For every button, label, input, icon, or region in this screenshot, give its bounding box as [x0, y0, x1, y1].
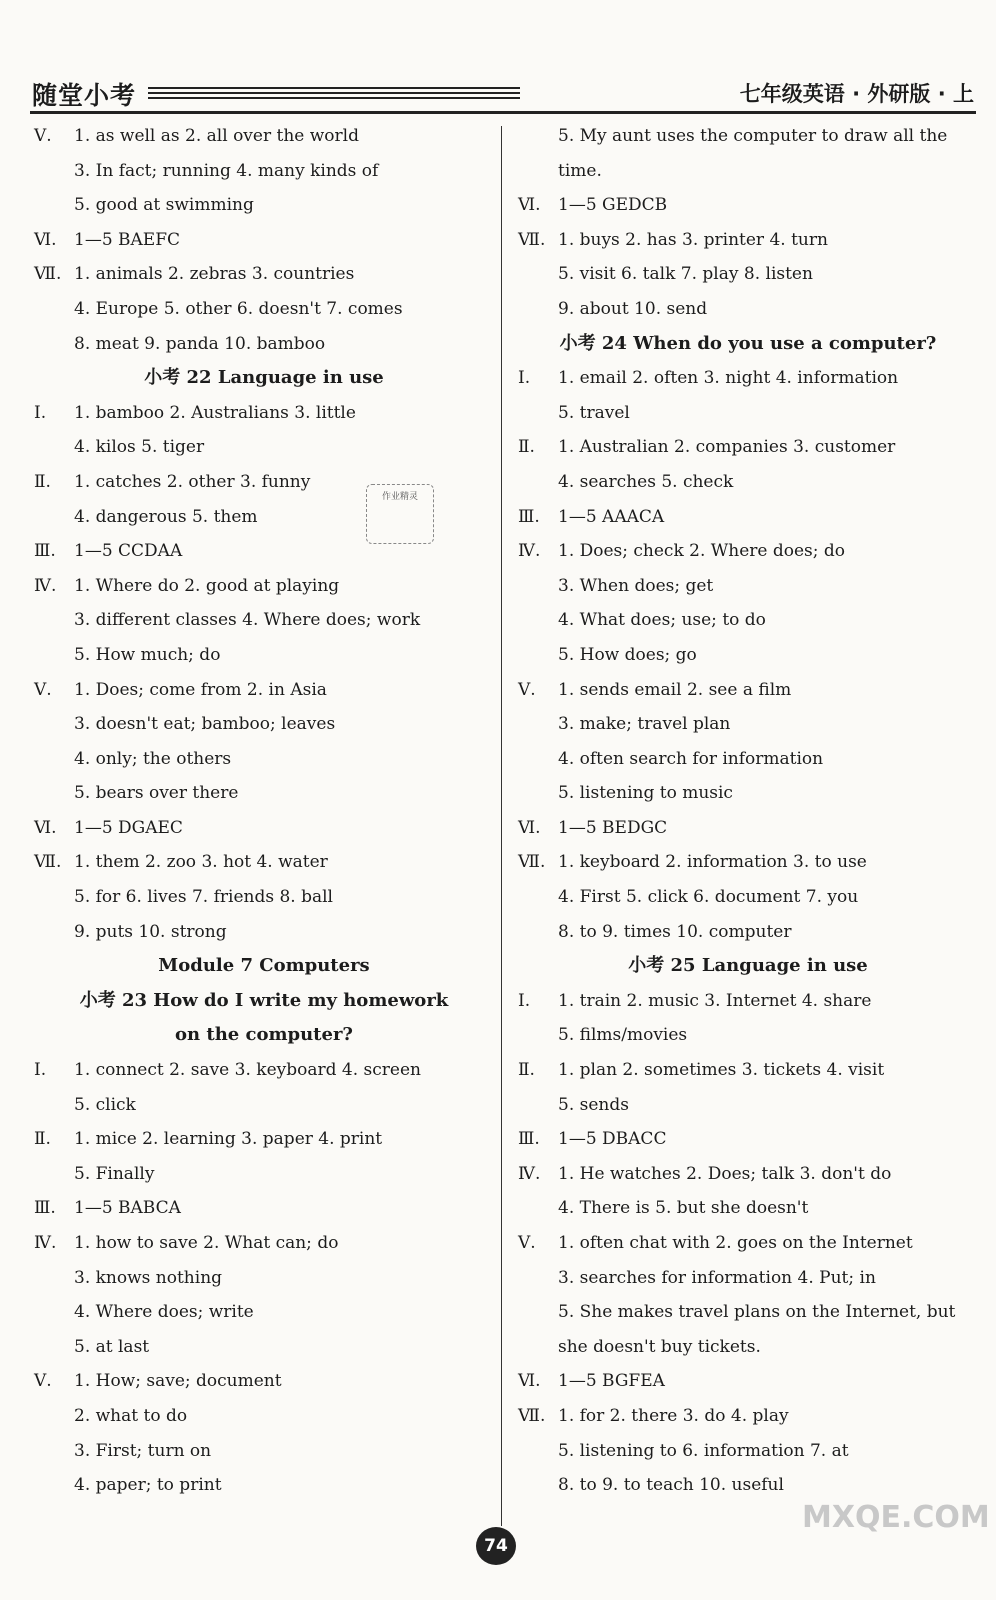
answer-line — [34, 1122, 494, 1157]
answer-line — [518, 1122, 978, 1157]
section-number: Ⅴ. — [518, 1233, 536, 1253]
answer-text: 4. dangerous 5. them — [74, 506, 258, 527]
answer-line — [518, 742, 978, 777]
answer-text: 3. make; travel plan — [558, 714, 731, 735]
answer-text: 5. at last — [74, 1336, 150, 1357]
section-number: Ⅱ. — [34, 1129, 51, 1150]
answer-text: 2. what to do — [74, 1405, 188, 1426]
answer-line — [518, 257, 978, 292]
answer-text: 1. for 2. there 3. do 4. play — [558, 1405, 789, 1426]
stamp-logo — [366, 484, 434, 544]
answer-line — [34, 569, 494, 604]
answer-line — [34, 742, 494, 777]
answer-line — [518, 569, 978, 604]
answer-text: 1. animals 2. zebras 3. countries — [74, 264, 355, 285]
answer-line — [34, 1191, 494, 1226]
answer-text: she doesn't buy tickets. — [558, 1336, 761, 1357]
answer-line — [34, 1434, 494, 1469]
section-heading: 小考 23 How do I write my homework — [79, 989, 449, 1011]
answer-text: 5. sends — [558, 1094, 629, 1115]
answer-line — [34, 1088, 494, 1123]
section-number: Ⅲ. — [518, 506, 540, 527]
section-number: Ⅱ. — [518, 437, 535, 458]
answer-text: 5. How much; do — [74, 644, 221, 665]
answer-line — [518, 292, 978, 327]
book-grade-title: 七年级英语 · 外研版 · 上 — [739, 82, 974, 106]
answer-line — [34, 811, 494, 846]
answer-text: 3. In fact; running 4. many kinds of — [74, 160, 379, 181]
answer-text: 3. knows nothing — [74, 1267, 223, 1288]
answer-line — [518, 119, 978, 154]
section-number: Ⅶ. — [518, 229, 546, 250]
answer-text: 4. First 5. click 6. document 7. you — [558, 887, 859, 908]
answer-text: 1. Does; check 2. Where does; do — [558, 541, 846, 562]
answer-line — [518, 500, 978, 535]
answer-text: 5. travel — [558, 402, 630, 423]
answer-line — [518, 603, 978, 638]
answer-text: 1. how to save 2. What can; do — [74, 1233, 339, 1253]
answer-line — [518, 915, 978, 950]
answer-text: 1. He watches 2. Does; talk 3. don't do — [558, 1163, 892, 1184]
answer-text: 1. train 2. music 3. Internet 4. share — [558, 990, 872, 1011]
answer-line — [34, 396, 494, 431]
section-heading: 小考 25 Language in use — [628, 955, 868, 977]
answer-text: 4. often search for information — [558, 748, 824, 769]
section-number: Ⅴ. — [34, 1371, 52, 1392]
answer-text: 3. When does; get — [558, 575, 714, 596]
answer-line — [34, 915, 494, 950]
header-rule — [30, 111, 976, 114]
answer-text: time. — [558, 160, 602, 181]
answer-line — [34, 327, 494, 362]
answer-line — [34, 880, 494, 915]
answer-text: 4. There is 5. but she doesn't — [558, 1198, 809, 1219]
stamp-text: 作业精灵 — [381, 492, 418, 502]
answer-text: 8. to 9. times 10. computer — [558, 921, 792, 942]
answer-text: 1. bamboo 2. Australians 3. little — [74, 402, 356, 423]
answer-text: 4. Europe 5. other 6. doesn't 7. comes — [74, 298, 403, 319]
column-divider — [501, 126, 502, 1526]
answer-text: 1—5 BABCA — [74, 1198, 181, 1219]
answer-text: 4. kilos 5. tiger — [74, 437, 205, 458]
answer-line — [34, 1468, 494, 1503]
answer-text: 9. about 10. send — [558, 298, 708, 319]
answer-text: 1—5 DBACC — [558, 1129, 667, 1150]
answer-text: 4. What does; use; to do — [558, 610, 766, 631]
answer-line — [518, 811, 978, 846]
section-number: Ⅳ. — [518, 541, 541, 562]
section-heading: 小考 22 Language in use — [144, 367, 384, 389]
answer-line — [518, 154, 978, 189]
answer-line — [34, 1399, 494, 1434]
answer-text: 5. bears over there — [74, 783, 239, 804]
answer-line — [518, 1399, 978, 1434]
answer-line — [34, 707, 494, 742]
section-number: Ⅶ. — [518, 1405, 546, 1426]
answer-text: 9. puts 10. strong — [74, 921, 227, 942]
section-number: Ⅵ. — [518, 1371, 541, 1392]
answer-text: 1. often chat with 2. goes on the Internet — [558, 1233, 913, 1253]
answer-text: 8. meat 9. panda 10. bamboo — [74, 333, 326, 354]
answer-text: 3. First; turn on — [74, 1440, 212, 1461]
answer-text: 5. listening to music — [558, 783, 733, 804]
section-heading: 小考 24 When do you use a computer? — [559, 332, 937, 354]
answer-text: 1. email 2. often 3. night 4. information — [558, 368, 899, 389]
answer-text: 1. How; save; document — [74, 1371, 282, 1392]
answer-line — [34, 154, 494, 189]
answer-line — [518, 396, 978, 431]
answer-line — [518, 638, 978, 673]
answer-text: 5. visit 6. talk 7. play 8. listen — [558, 264, 813, 285]
section-number: Ⅴ. — [34, 126, 52, 146]
answer-line — [518, 1088, 978, 1123]
section-number: Ⅲ. — [518, 1129, 540, 1150]
left-answer-column — [34, 119, 494, 1503]
section-number: Ⅶ. — [34, 264, 62, 285]
answer-text: 5. listening to 6. information 7. at — [558, 1440, 849, 1461]
answer-text: 1. catches 2. other 3. funny — [74, 471, 311, 492]
answer-line — [518, 776, 978, 811]
answer-text: 1. sends email 2. see a film — [558, 679, 792, 700]
answer-text: 5. My aunt uses the computer to draw all the — [558, 126, 948, 146]
section-number: Ⅳ. — [34, 1233, 57, 1253]
brand-decoration-lines — [148, 87, 520, 102]
answer-line — [34, 1364, 494, 1399]
answer-text: 3. different classes 4. Where does; work — [74, 610, 421, 631]
section-number: Ⅴ. — [34, 679, 52, 700]
section-number: Ⅶ. — [518, 852, 546, 873]
answer-line — [518, 1295, 978, 1330]
answer-line — [518, 361, 978, 396]
answer-text: 4. searches 5. check — [558, 471, 734, 492]
answer-line — [518, 673, 978, 708]
answer-text: 1. buys 2. has 3. printer 4. turn — [558, 229, 828, 250]
answer-line — [518, 534, 978, 569]
answer-text: 1. as well as 2. all over the world — [74, 126, 359, 146]
section-number: Ⅲ. — [34, 541, 56, 562]
answer-line — [34, 673, 494, 708]
answer-text: 5. Finally — [74, 1163, 155, 1184]
answer-text: 3. doesn't eat; bamboo; leaves — [74, 714, 336, 735]
answer-text: 1. connect 2. save 3. keyboard 4. screen — [74, 1060, 421, 1081]
answer-text: 1—5 BAEFC — [74, 229, 181, 250]
section-number: Ⅴ. — [518, 679, 536, 700]
section-number: Ⅰ. — [34, 1060, 47, 1081]
watermark-logo: MXQE.COM — [802, 1500, 990, 1535]
section-number: Ⅵ. — [518, 195, 541, 216]
answer-line — [518, 1018, 978, 1053]
section-number: Ⅳ. — [34, 575, 57, 596]
answer-line — [34, 603, 494, 638]
answer-line — [34, 430, 494, 465]
answer-line — [518, 707, 978, 742]
section-number: Ⅰ. — [518, 368, 531, 389]
answer-text: 4. paper; to print — [74, 1475, 222, 1496]
answer-text: 5. She makes travel plans on the Internet, but — [558, 1302, 956, 1323]
page-footer — [470, 1527, 524, 1569]
book-brand: 随堂小考 — [32, 81, 137, 110]
answer-line — [34, 1330, 494, 1365]
section-number: Ⅵ. — [518, 817, 541, 838]
answer-text: 4. only; the others — [74, 748, 232, 769]
answer-line — [518, 1157, 978, 1192]
answer-text: 1—5 BGFEA — [558, 1371, 665, 1392]
answer-text: 5. films/movies — [558, 1025, 688, 1046]
section-number: Ⅰ. — [518, 990, 531, 1011]
section-number: Ⅳ. — [518, 1163, 541, 1184]
section-number: Ⅲ. — [34, 1198, 56, 1219]
answer-text: 1. Australian 2. companies 3. customer — [558, 437, 896, 458]
answer-text: 1—5 BEDGC — [558, 817, 668, 838]
section-heading: Module 7 Computers — [158, 955, 370, 977]
answer-text: 1—5 GEDCB — [558, 195, 668, 216]
answer-line — [34, 1295, 494, 1330]
answer-text: 1. keyboard 2. information 3. to use — [558, 852, 867, 873]
answer-text: 5. for 6. lives 7. friends 8. ball — [74, 887, 333, 908]
answer-line — [34, 119, 494, 154]
section-number: Ⅵ. — [34, 817, 57, 838]
answer-line — [518, 188, 978, 223]
section-number: Ⅱ. — [34, 471, 51, 492]
answer-text: 1. Does; come from 2. in Asia — [74, 679, 327, 700]
answer-text: 1. plan 2. sometimes 3. tickets 4. visit — [558, 1060, 885, 1081]
answer-line — [518, 223, 978, 258]
answer-text: 4. Where does; write — [74, 1302, 254, 1323]
answer-line — [518, 1434, 978, 1469]
answer-line — [518, 1364, 978, 1399]
answer-text: 8. to 9. to teach 10. useful — [558, 1475, 784, 1496]
section-number: Ⅱ. — [518, 1060, 535, 1081]
answer-line — [518, 1191, 978, 1226]
page-number: 74 — [476, 1527, 516, 1565]
section-number: Ⅵ. — [34, 229, 57, 250]
section-number: Ⅶ. — [34, 852, 62, 873]
answer-line — [34, 1261, 494, 1296]
answer-text: 3. searches for information 4. Put; in — [558, 1267, 876, 1288]
answer-text: 5. good at swimming — [74, 195, 254, 216]
answer-line — [34, 188, 494, 223]
answer-text: 5. click — [74, 1094, 136, 1115]
answer-text: 1—5 CCDAA — [74, 541, 183, 562]
answer-line — [34, 257, 494, 292]
answer-line — [34, 1053, 494, 1088]
answer-line — [34, 1157, 494, 1192]
answer-line — [518, 1468, 978, 1503]
answer-line — [518, 1261, 978, 1296]
section-heading: on the computer? — [175, 1024, 353, 1046]
answer-line — [518, 984, 978, 1019]
answer-line — [34, 223, 494, 258]
answer-line — [34, 1226, 494, 1261]
answer-line — [34, 845, 494, 880]
section-number: Ⅰ. — [34, 402, 47, 423]
answer-line — [518, 465, 978, 500]
page-header — [30, 76, 976, 110]
answer-text: 1. them 2. zoo 3. hot 4. water — [74, 852, 328, 873]
answer-line — [518, 1226, 978, 1261]
right-answer-column — [518, 119, 978, 1503]
answer-line — [518, 880, 978, 915]
answer-text: 1—5 AAACA — [558, 506, 665, 527]
answer-text: 5. How does; go — [558, 644, 697, 665]
answer-line — [518, 430, 978, 465]
answer-line — [518, 1330, 978, 1365]
answer-line — [34, 638, 494, 673]
answer-line — [34, 292, 494, 327]
answer-line — [518, 1053, 978, 1088]
answer-text: 1—5 DGAEC — [74, 817, 183, 838]
answer-line — [518, 845, 978, 880]
answer-line — [34, 776, 494, 811]
answer-text: 1. mice 2. learning 3. paper 4. print — [74, 1129, 383, 1150]
answer-text: 1. Where do 2. good at playing — [74, 575, 340, 596]
